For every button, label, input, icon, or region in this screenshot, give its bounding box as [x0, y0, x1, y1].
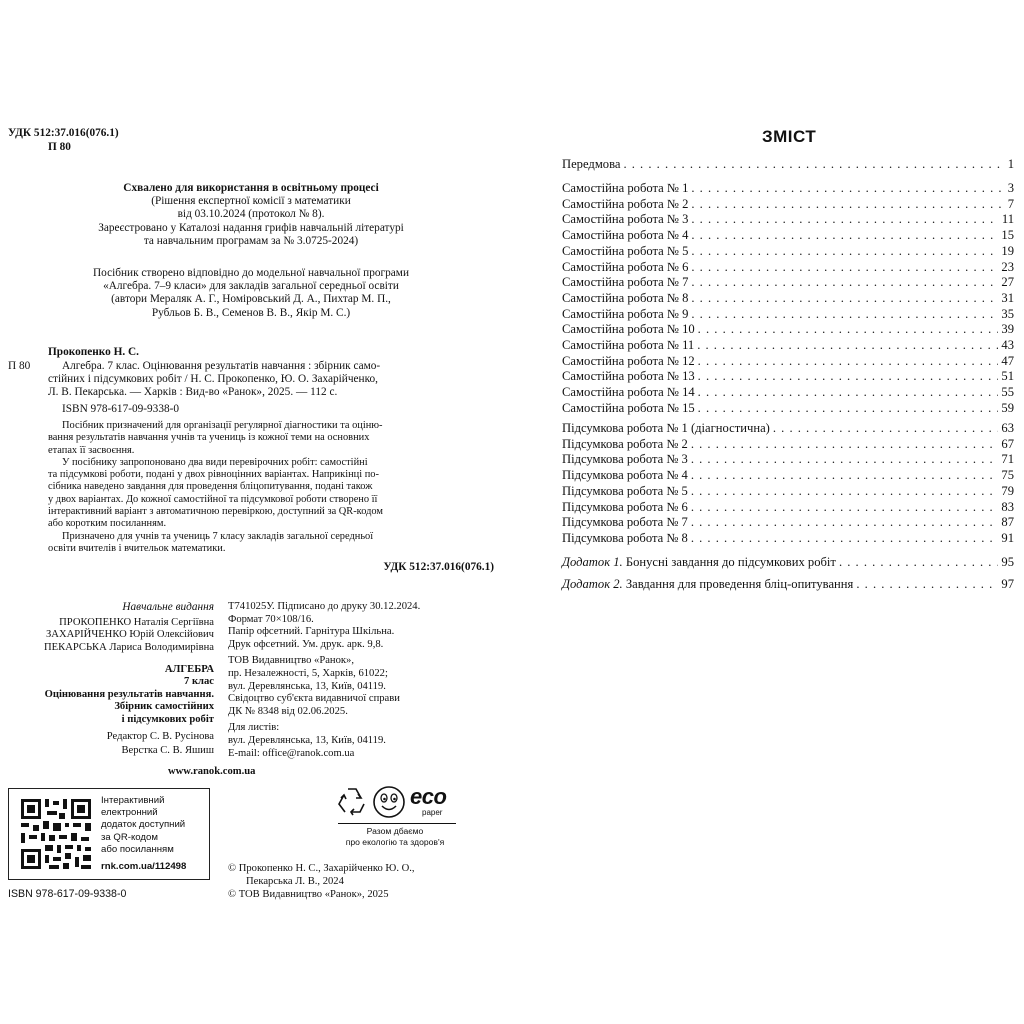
biblio-line: стійних і підсумкових робіт / Н. С. Прокопенко, Ю. О. Захарійченко, — [48, 373, 378, 386]
toc-dot-leader — [697, 338, 998, 353]
authors-list — [8, 617, 214, 654]
toc-entry-label: Підсумкова робота № 6 — [562, 499, 688, 514]
toc-entry[interactable] — [562, 244, 1014, 259]
toc-entry-label: Підсумкова робота № 4 — [562, 468, 688, 483]
toc-entry-label: Підсумкова робота № 5 — [562, 483, 688, 498]
program-line: Посібник створено відповідно до модельної навчальної програми — [92, 267, 410, 279]
credits — [8, 730, 214, 757]
toc-entry-prefix: Додаток 2. — [562, 577, 623, 591]
biblio-line: Алгебра. 7 клас. Оцінювання результатів навчання : збірник само- — [62, 360, 381, 372]
letters-address: вул. Деревлянська, 13, Київ, 04119. — [228, 734, 386, 746]
toc-entry-label: Самостійна робота № 9 — [562, 306, 689, 321]
print-details — [228, 601, 420, 760]
toc-dot-leader — [691, 437, 999, 452]
author-line: ПЕКАРСЬКА Лариса Володимирівна — [44, 641, 214, 653]
qr-text-line: електронний — [101, 807, 158, 819]
eco-caption — [320, 826, 470, 848]
eco-logo: eco — [410, 784, 447, 809]
bbk-code: П 80 — [48, 141, 71, 153]
toc-page-number: 3 — [1007, 181, 1014, 195]
toc-entry-label: Самостійна робота № 14 — [562, 385, 695, 400]
toc-dot-leader — [691, 260, 998, 275]
qr-description — [101, 795, 185, 856]
toc-page-number: 63 — [1001, 421, 1014, 435]
toc-entry-label: Передмова — [562, 157, 621, 171]
toc-entry[interactable] — [562, 197, 1014, 212]
annotation-line: інтерактивний варіант з автоматичною перевіркою, доступний за QR-кодом — [48, 506, 383, 518]
toc-page-number: 59 — [1001, 400, 1014, 415]
toc-page-number: 11 — [1001, 212, 1014, 227]
toc-entry[interactable] — [562, 157, 1014, 172]
copyright-line: Пекарська Л. В., 2024 — [246, 876, 344, 887]
book-subtitle-line: Збірник самостійних — [114, 701, 214, 713]
approval-line: від 03.10.2024 (протокол № 8). — [177, 208, 325, 221]
annotation-line: освіти вчителів і вчительок математики. — [48, 542, 226, 554]
program-line: (автори Мераляк А. Г., Номіровський Д. А., Пихтар М. П., — [111, 293, 391, 306]
udk-right: УДК 512:37.016(076.1) — [383, 561, 494, 573]
toc-entry[interactable] — [562, 515, 1014, 530]
toc-entry-label: Підсумкова робота № 7 — [562, 515, 688, 530]
toc-page-number: 51 — [1001, 369, 1014, 384]
publisher-line: ТОВ Видавництво «Ранок», — [228, 655, 354, 667]
program-block — [8, 267, 494, 320]
toc-entry-label: Підсумкова робота № 3 — [562, 452, 688, 467]
toc-page-number: 15 — [1001, 228, 1014, 243]
qr-text-line: або посиланням — [101, 843, 174, 855]
book-title: АЛГЕБРА — [164, 664, 214, 675]
toc-dot-leader — [698, 401, 999, 416]
editor-credit: Редактор С. В. Русінова — [106, 731, 214, 742]
toc-entry[interactable] — [562, 338, 1014, 353]
toc-dot-leader — [856, 577, 998, 592]
toc-entry[interactable] — [562, 555, 1014, 570]
isbn-line: ISBN 978-617-09-9338-0 — [62, 402, 180, 415]
toc-dot-leader — [691, 275, 998, 290]
annotation-line: або коротким посиланням. — [48, 518, 167, 530]
eco-logo-sub: paper — [422, 808, 443, 817]
approval-block — [8, 182, 494, 248]
recycle-icon — [334, 785, 370, 819]
toc-entry-label: Самостійна робота № 2 — [562, 196, 689, 211]
qr-box — [8, 788, 210, 880]
toc-dot-leader — [691, 244, 998, 259]
toc-entry-label: Самостійна робота № 8 — [562, 290, 689, 305]
toc-entry[interactable] — [562, 468, 1014, 483]
toc-dot-leader — [691, 515, 999, 530]
annotation-line: У посібнику запропоновано два види перевірочних робіт: самостійні — [62, 456, 368, 468]
udk-code: УДК 512:37.016(076.1) — [8, 127, 119, 139]
toc-dot-leader — [691, 291, 998, 306]
toc-entry-label: Самостійна робота № 10 — [562, 322, 695, 337]
publisher-line: вул. Деревлянська, 13, Київ, 04119. — [228, 680, 386, 692]
toc-dot-leader — [691, 197, 1001, 212]
toc-dot-leader — [839, 555, 998, 570]
toc-entry[interactable] — [562, 260, 1014, 275]
toc-entry[interactable] — [562, 452, 1014, 467]
toc-entry-label — [562, 577, 853, 592]
toc-page-number: 7 — [1007, 196, 1014, 211]
annotation-line: вання результатів навчання учнів та учениць із кожної теми на основних — [48, 432, 370, 444]
toc-dot-leader — [691, 212, 998, 227]
toc-dot-leader — [623, 157, 1001, 172]
qr-code-icon[interactable] — [19, 797, 93, 871]
toc-dot-leader — [698, 385, 999, 400]
toc-entry-label: Самостійна робота № 7 — [562, 275, 689, 290]
print-line: Друк офсетний. Ум. друк. арк. 9,8. — [228, 638, 384, 650]
toc-page-number: 35 — [1001, 306, 1014, 321]
book-title-block — [8, 664, 214, 726]
toc-page-number: 55 — [1001, 385, 1014, 400]
annotation-line: Посібник призначений для організації регулярної діагностики та оціню- — [62, 420, 383, 431]
program-line: Рубльов Б. В., Семенов В. В., Якір М. С.) — [151, 306, 351, 319]
qr-text-line: за QR-кодом — [101, 831, 158, 843]
toc-page-number: 1 — [1007, 157, 1014, 171]
toc-dot-leader — [691, 307, 998, 322]
eco-caption-line: Разом дбаємо — [366, 826, 424, 836]
toc-entry-label: Підсумкова робота № 1 (діагностична) — [562, 421, 770, 435]
toc-page-number: 97 — [1001, 577, 1014, 591]
toc-entry[interactable] — [562, 181, 1014, 196]
toc-entry[interactable] — [562, 385, 1014, 400]
toc-entry[interactable] — [562, 307, 1014, 322]
toc-entry[interactable] — [562, 500, 1014, 515]
toc-entry[interactable] — [562, 322, 1014, 337]
toc-title: ЗМІСТ — [762, 127, 817, 146]
toc-page-number: 27 — [1001, 275, 1014, 290]
biblio-line: Л. В. Пекарська. — Харків : Вид-во «Ранок», 2025. — 112 с. — [48, 386, 338, 399]
publisher-line: пр. Незалежності, 5, Харків, 61022; — [228, 667, 388, 679]
toc-page-number: 91 — [1001, 530, 1014, 545]
annotation-line: етапах її засвоєння. — [48, 444, 135, 456]
toc-entry[interactable] — [562, 484, 1014, 499]
toc-entry-label: Самостійна робота № 5 — [562, 243, 689, 258]
annotation-line: та підсумкові роботи, подані у двох рівноцінних варіантах. Наприкінці по- — [48, 469, 379, 481]
toc-page-number: 23 — [1001, 259, 1014, 274]
toc-page-number: 83 — [1001, 499, 1014, 514]
toc-entry[interactable] — [562, 354, 1014, 369]
toc-entry-label: Самостійна робота № 12 — [562, 353, 695, 368]
qr-link[interactable]: rnk.com.ua/112498 — [101, 861, 187, 872]
eco-divider — [338, 823, 456, 824]
bbk-side: П 80 — [8, 360, 31, 372]
toc-entry[interactable] — [562, 577, 1014, 592]
annotation-line: у двох варіантах. До кожної самостійної та підсумкової роботи створено її — [48, 493, 378, 505]
qr-text-line: Інтерактивний — [101, 795, 165, 806]
toc-dot-leader — [691, 181, 1001, 196]
toc-entry-label: Підсумкова робота № 2 — [562, 436, 688, 451]
toc-page-number: 39 — [1001, 322, 1014, 337]
copyright-line: © Прокопенко Н. С., Захарійченко Ю. О., — [228, 863, 415, 874]
toc-dot-leader — [698, 322, 999, 337]
author-line: ПРОКОПЕНКО Наталія Сергіївна — [59, 617, 214, 628]
book-subtitle-line: Оцінювання результатів навчання. — [44, 688, 214, 700]
book-subtitle-line: і підсумкових робіт — [121, 713, 214, 725]
toc-entry-label: Самостійна робота № 13 — [562, 369, 695, 384]
toc-dot-leader — [691, 531, 999, 546]
approval-line: (Рішення експертної комісії з математики — [151, 195, 351, 208]
toc-page-number: 31 — [1001, 290, 1014, 305]
toc-page-number: 67 — [1001, 436, 1014, 451]
website[interactable]: www.ranok.com.ua — [168, 766, 256, 777]
approval-line: Схвалено для використання в освітньому процесі — [123, 182, 379, 194]
bibliographic-record — [48, 360, 498, 416]
toc-entry-title: Бонусні завдання до підсумкових робіт — [622, 555, 836, 569]
toc-page-number: 79 — [1001, 483, 1014, 498]
letters-heading: Для листів: — [228, 722, 280, 734]
qr-text-line: додаток доступний — [101, 819, 186, 831]
toc-page-number: 47 — [1001, 353, 1014, 368]
toc-entry[interactable] — [562, 401, 1014, 416]
toc-dot-leader — [698, 354, 999, 369]
toc-entry[interactable] — [562, 228, 1014, 243]
toc-dot-leader — [691, 228, 998, 243]
toc-page-number: 43 — [1001, 338, 1014, 352]
toc-dot-leader — [691, 452, 999, 467]
toc-entry-prefix: Додаток 1. — [562, 555, 623, 569]
book-grade: 7 клас — [184, 676, 214, 688]
toc-entry-label — [562, 555, 836, 570]
toc-entry[interactable] — [562, 291, 1014, 306]
smile-icon — [372, 785, 406, 819]
toc-entry-label: Самостійна робота № 3 — [562, 212, 689, 227]
toc-page-number: 75 — [1001, 468, 1014, 483]
print-line: Папір офсетний. Гарнітура Шкільна. — [228, 626, 395, 638]
toc-entry-label: Самостійна робота № 1 — [562, 181, 689, 195]
toc-dot-leader — [773, 421, 999, 436]
toc-dot-leader — [691, 500, 999, 515]
author-line: ЗАХАРІЙЧЕНКО Юрій Олексійович — [45, 629, 214, 641]
copyright-line: © ТОВ Видавництво «Ранок», 2025 — [228, 889, 389, 900]
toc-entry[interactable] — [562, 275, 1014, 290]
layout-credit: Верстка С. В. Яшиш — [121, 744, 214, 756]
toc-page-number: 19 — [1001, 243, 1014, 258]
eco-caption-line: про екологію та здоров'я — [345, 837, 445, 847]
toc-dot-leader — [691, 484, 999, 499]
toc-entry-label: Самостійна робота № 15 — [562, 400, 695, 415]
approval-line: та навчальним програмам за № 3.0725-2024) — [143, 234, 359, 247]
print-line: Т741025У. Підписано до друку 30.12.2024. — [228, 601, 421, 612]
toc-page-number: 87 — [1001, 515, 1014, 530]
toc-entry[interactable] — [562, 212, 1014, 227]
print-line: Формат 70×108/16. — [228, 613, 314, 625]
toc-entry[interactable] — [562, 421, 1014, 436]
annotation — [48, 420, 498, 555]
isbn-bottom: ISBN 978-617-09-9338-0 — [8, 888, 127, 900]
copyright — [228, 862, 415, 901]
toc-entry-label: Самостійна робота № 11 — [562, 338, 695, 352]
toc-entry-title: Завдання для проведення бліц-опитування — [622, 577, 854, 591]
edition-type: Навчальне видання — [122, 601, 214, 613]
toc-dot-leader — [698, 369, 999, 384]
toc-entry-label: Самостійна робота № 4 — [562, 228, 689, 243]
program-line: «Алгебра. 7–9 класи» для закладів загальної середньої освіти — [103, 280, 399, 293]
toc-page-number: 95 — [1001, 555, 1014, 569]
toc-entry-label: Самостійна робота № 6 — [562, 259, 689, 274]
toc-page-number: 71 — [1001, 452, 1014, 467]
toc-entry[interactable] — [562, 531, 1014, 546]
annotation-line: Призначено для учнів та учениць 7 класу закладів загальної середньої — [62, 530, 374, 542]
email-line: E-mail: office@ranok.com.ua — [228, 747, 355, 759]
author-heading: Прокопенко Н. С. — [48, 346, 140, 358]
toc-entry[interactable] — [562, 437, 1014, 452]
approval-line: Зареєстровано у Каталозі надання грифів навчальній літературі — [98, 221, 404, 234]
toc-entry-label: Підсумкова робота № 8 — [562, 530, 688, 545]
publisher-line: Свідоцтво суб'єкта видавничої справи — [228, 693, 400, 705]
annotation-line: сібника наведено завдання для проведення бліцопитування, подані також — [48, 481, 373, 493]
publisher-line: ДК № 8348 від 02.06.2025. — [228, 705, 348, 717]
toc-dot-leader — [691, 468, 999, 483]
toc-entry[interactable] — [562, 369, 1014, 384]
